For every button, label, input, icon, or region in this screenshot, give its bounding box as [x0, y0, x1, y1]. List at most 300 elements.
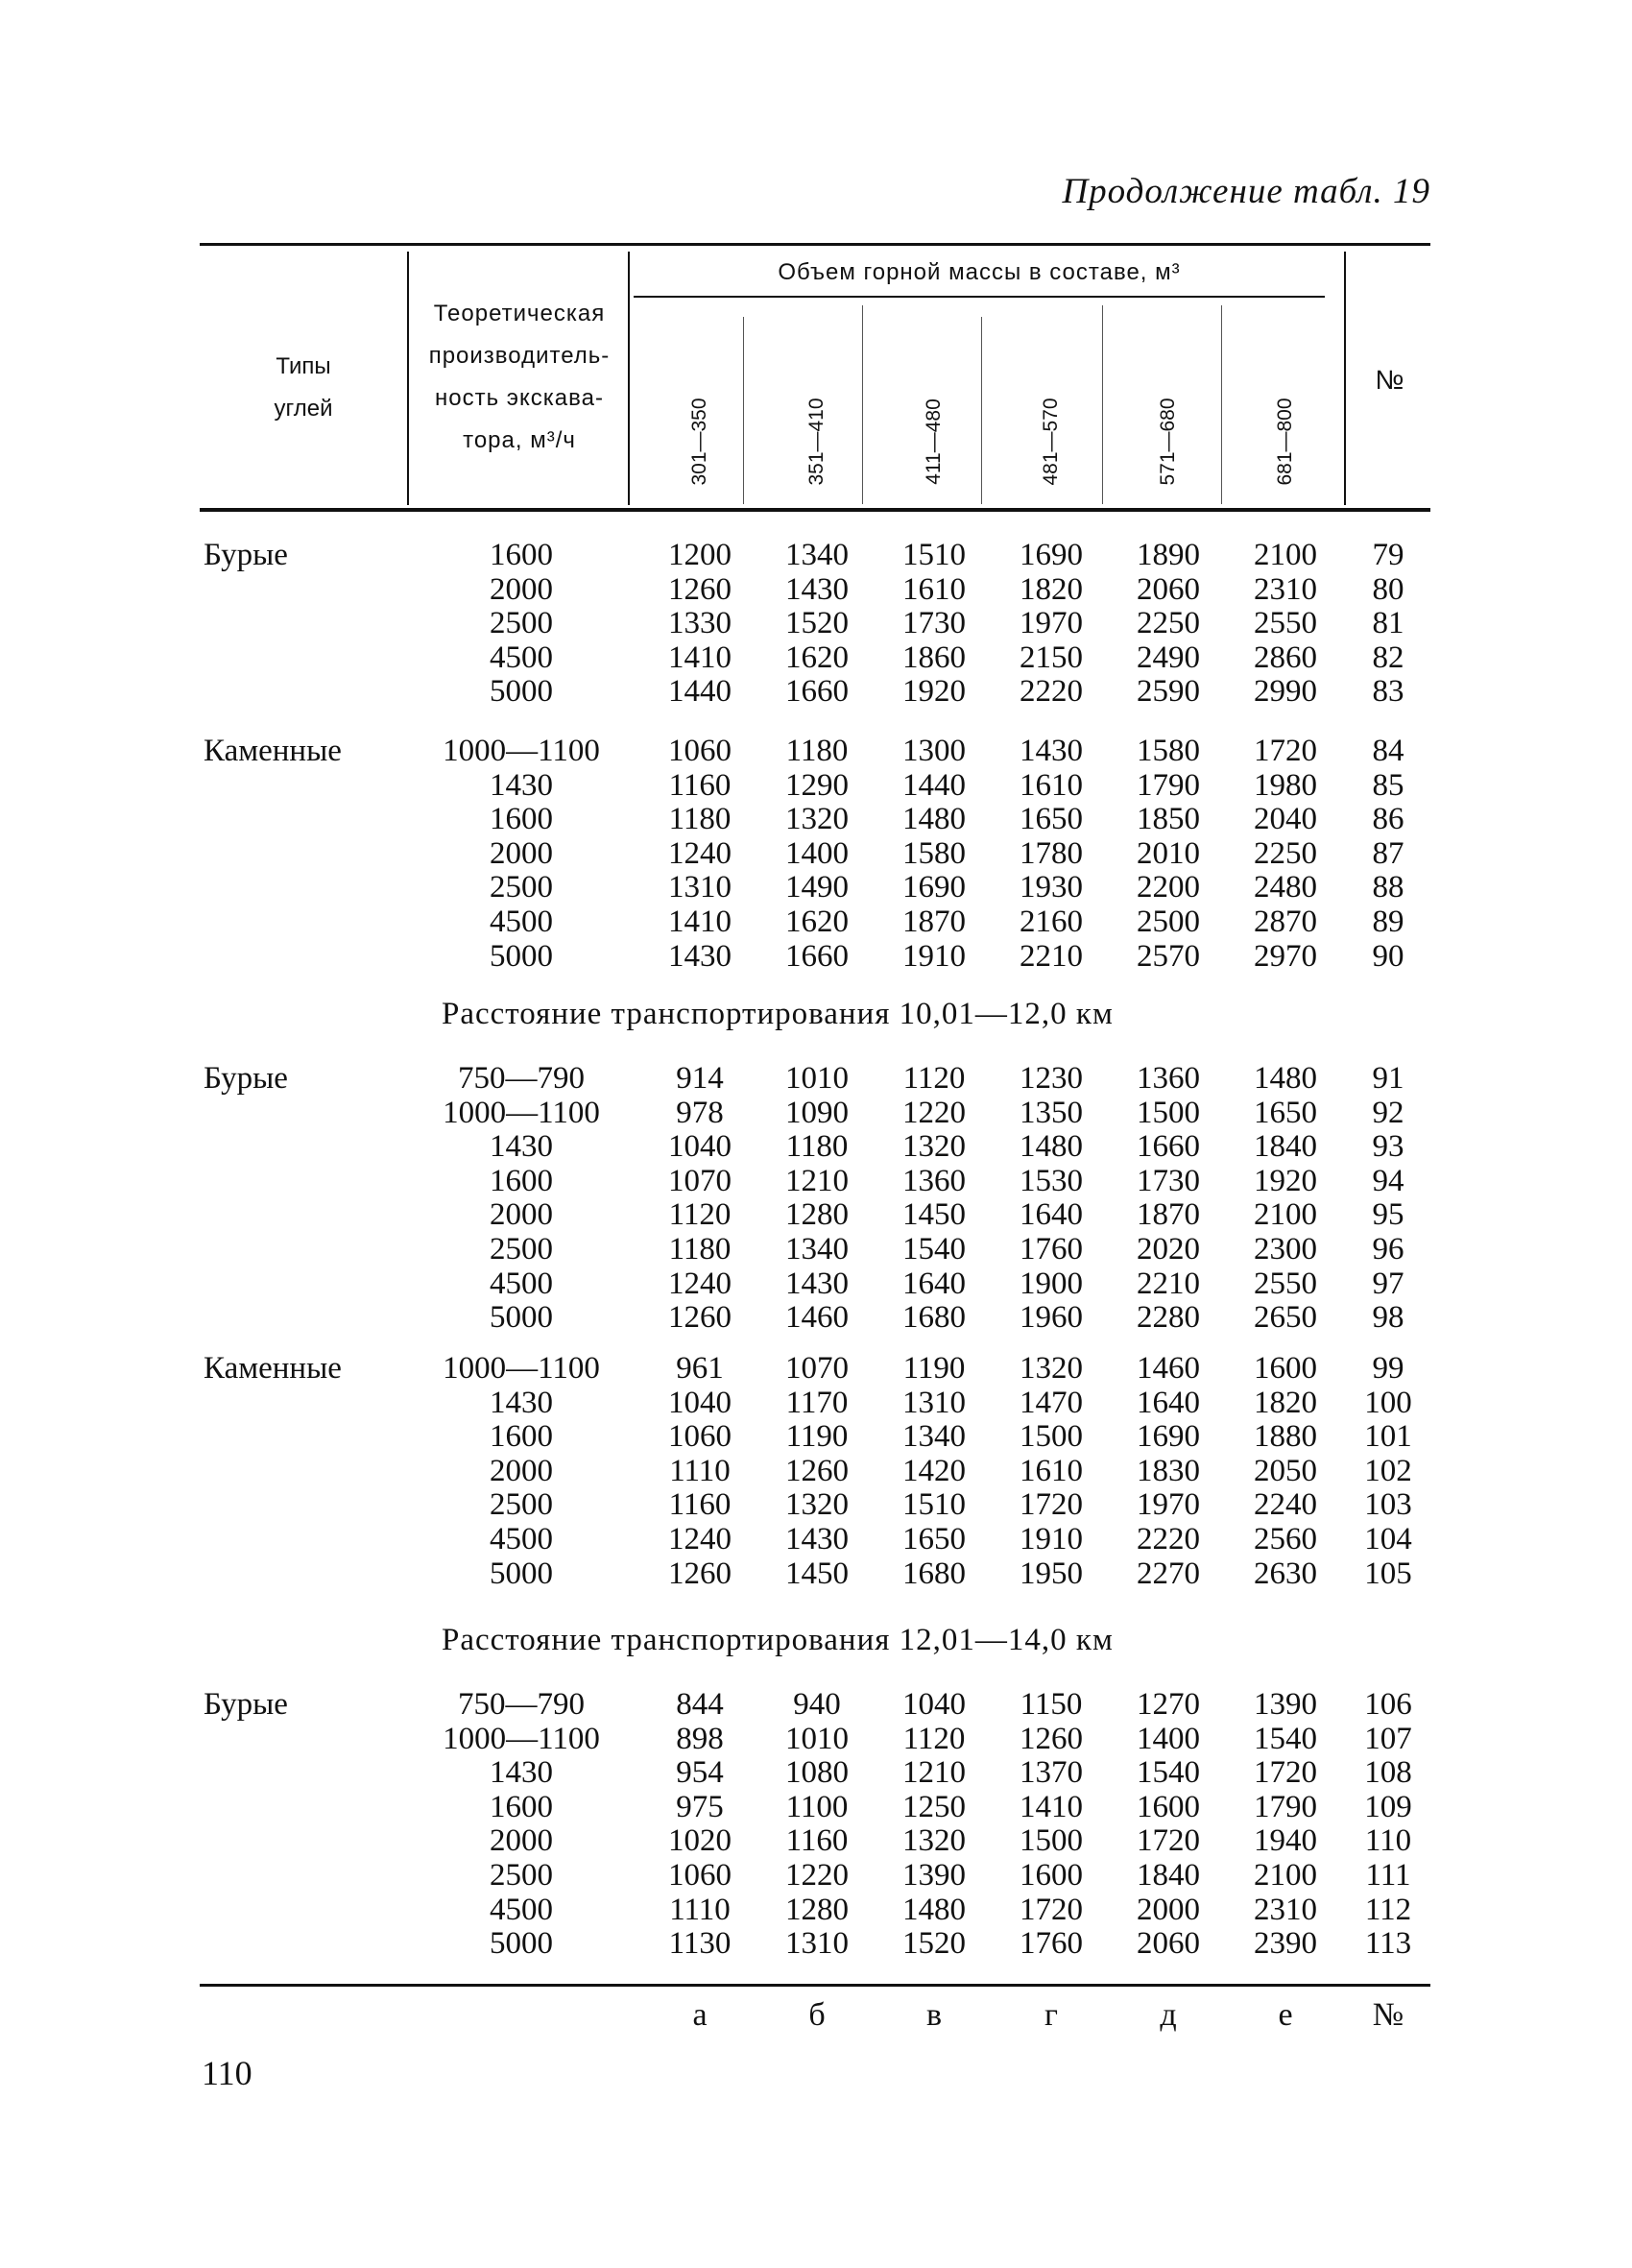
table-row [0, 939, 1632, 974]
volume-v-cell: 1540 [902, 1232, 966, 1267]
theoretical-capacity-cell: 4500 [490, 1892, 553, 1927]
theoretical-capacity-cell: 1000—1100 [443, 1721, 600, 1756]
row-number-cell: 81 [1372, 606, 1404, 641]
volume-e-cell: 1650 [1254, 1095, 1317, 1130]
volume-d-cell: 2490 [1137, 639, 1200, 675]
volume-d-cell: 2010 [1137, 835, 1200, 871]
header-volume-label: Объем горной массы в составе, м³ [778, 259, 1181, 285]
volume-v-cell: 1480 [902, 802, 966, 837]
volume-v-cell: 1300 [902, 734, 966, 768]
footer-letter: а [692, 1997, 708, 2033]
volume-e-cell: 1720 [1254, 1755, 1317, 1791]
volume-range-label: 481—570 [1040, 398, 1062, 486]
volume-b-cell: 1280 [785, 1892, 849, 1927]
row-number-cell: 89 [1372, 905, 1404, 939]
volume-d-cell: 2210 [1137, 1266, 1200, 1301]
row-number-cell: 97 [1372, 1266, 1404, 1301]
theoretical-capacity-cell: 1000—1100 [443, 1095, 600, 1130]
volume-d-cell: 1690 [1137, 1419, 1200, 1455]
volume-g-cell: 1760 [1020, 1926, 1083, 1962]
volume-g-cell: 1230 [1020, 1061, 1083, 1096]
volume-d-cell: 1400 [1137, 1721, 1200, 1756]
volume-g-cell: 2220 [1020, 674, 1083, 710]
volume-a-cell: 1120 [668, 1197, 732, 1233]
theoretical-capacity-cell: 1600 [490, 1163, 553, 1198]
table-row [0, 1722, 1632, 1756]
volume-d-cell: 1870 [1137, 1197, 1200, 1233]
row-number-cell: 109 [1364, 1789, 1412, 1824]
table-row [0, 1893, 1632, 1927]
theoretical-capacity-cell: 2000 [490, 1197, 553, 1233]
volume-d-cell: 1640 [1137, 1385, 1200, 1420]
volume-b-cell: 1340 [785, 1232, 849, 1267]
volume-d-cell: 2200 [1137, 870, 1200, 905]
row-number-cell: 80 [1372, 571, 1404, 607]
table-row [0, 1419, 1632, 1454]
volume-d-cell: 1850 [1137, 802, 1200, 837]
volume-v-cell: 1250 [902, 1789, 966, 1824]
volume-v-cell: 1690 [902, 870, 966, 905]
table-row [0, 674, 1632, 709]
volume-d-cell: 2590 [1137, 674, 1200, 710]
volume-e-cell: 2560 [1254, 1522, 1317, 1556]
volume-a-cell: 975 [676, 1789, 724, 1824]
coal-type-label: Бурые [204, 538, 288, 572]
volume-a-cell: 1110 [669, 1892, 731, 1927]
row-number-cell: 86 [1372, 802, 1404, 837]
volume-g-cell: 2210 [1020, 938, 1083, 974]
volume-b-cell: 1430 [785, 571, 849, 607]
volume-g-cell: 1960 [1020, 1300, 1083, 1336]
header-divider [862, 305, 863, 504]
volume-v-cell: 1310 [902, 1385, 966, 1420]
table-row [0, 1351, 1632, 1386]
volume-range-label: 301—350 [688, 398, 710, 486]
volume-a-cell: 1240 [668, 1266, 732, 1301]
volume-a-cell: 1430 [668, 938, 732, 974]
section-title: Расстояние транспортирования 10,01—12,0 км [442, 997, 1114, 1031]
header-divider [628, 252, 630, 505]
volume-d-cell: 1840 [1137, 1858, 1200, 1893]
header-divider [981, 317, 982, 504]
volume-d-cell: 1270 [1137, 1687, 1200, 1722]
volume-a-cell: 1020 [668, 1823, 732, 1859]
row-number-cell: 82 [1372, 639, 1404, 675]
volume-d-cell: 2280 [1137, 1300, 1200, 1336]
volume-b-cell: 940 [793, 1687, 841, 1722]
volume-b-cell: 1310 [785, 1926, 849, 1962]
volume-v-cell: 1450 [902, 1197, 966, 1233]
row-number-cell: 95 [1372, 1197, 1404, 1233]
page-number: 110 [202, 2054, 252, 2092]
volume-v-cell: 1870 [902, 905, 966, 939]
volume-g-cell: 1470 [1020, 1385, 1083, 1420]
theoretical-capacity-cell: 2500 [490, 606, 553, 641]
table-row [0, 836, 1632, 871]
volume-g-cell: 2150 [1020, 639, 1083, 675]
volume-a-cell: 1260 [668, 571, 732, 607]
volume-d-cell: 1790 [1137, 767, 1200, 803]
volume-b-cell: 1320 [785, 802, 849, 837]
volume-e-cell: 2550 [1254, 606, 1317, 641]
footer-letter: № [1372, 1997, 1404, 2033]
row-number-cell: 96 [1372, 1232, 1404, 1267]
volume-a-cell: 1130 [668, 1926, 732, 1962]
theoretical-capacity-cell: 1430 [490, 1129, 553, 1165]
volume-e-cell: 1880 [1254, 1419, 1317, 1455]
header-theoretical-label: Теоретическая производитель- ность экскава- тора, м³/ч [428, 301, 611, 453]
theoretical-capacity-cell: 4500 [490, 639, 553, 675]
volume-a-cell: 1260 [668, 1556, 732, 1591]
volume-g-cell: 1690 [1020, 538, 1083, 572]
row-number-cell: 83 [1372, 674, 1404, 710]
table-row [0, 1386, 1632, 1420]
volume-d-cell: 2000 [1137, 1892, 1200, 1927]
volume-d-cell: 2270 [1137, 1556, 1200, 1591]
row-number-cell: 91 [1372, 1061, 1404, 1096]
table-row [0, 1164, 1632, 1198]
volume-a-cell: 1240 [668, 1522, 732, 1556]
volume-e-cell: 2550 [1254, 1266, 1317, 1301]
volume-v-cell: 1210 [902, 1755, 966, 1791]
volume-a-cell: 1310 [668, 870, 732, 905]
volume-v-cell: 1860 [902, 639, 966, 675]
table-top-rule [200, 243, 1430, 246]
volume-g-cell: 1610 [1020, 1453, 1083, 1488]
theoretical-capacity-cell: 2000 [490, 1823, 553, 1859]
footer-letter: е [1278, 1997, 1293, 2033]
header-divider [407, 252, 409, 505]
table-row [0, 1232, 1632, 1267]
volume-v-cell: 1580 [902, 835, 966, 871]
volume-g-cell: 1720 [1020, 1487, 1083, 1523]
volume-g-cell: 2160 [1020, 905, 1083, 939]
volume-b-cell: 1400 [785, 835, 849, 871]
header-types-label: Типы углей [274, 353, 333, 422]
volume-v-cell: 1220 [902, 1095, 966, 1130]
footer-letter: б [808, 1997, 826, 2033]
volume-b-cell: 1090 [785, 1095, 849, 1130]
table-row [0, 1096, 1632, 1130]
volume-a-cell: 1070 [668, 1163, 732, 1198]
volume-d-cell: 2500 [1137, 905, 1200, 939]
volume-g-cell: 1350 [1020, 1095, 1083, 1130]
volume-e-cell: 1790 [1254, 1789, 1317, 1824]
volume-a-cell: 1330 [668, 606, 732, 641]
volume-v-cell: 1120 [902, 1061, 966, 1096]
volume-v-cell: 1510 [902, 538, 966, 572]
volume-g-cell: 1260 [1020, 1721, 1083, 1756]
volume-a-cell: 1180 [668, 802, 732, 837]
row-number-cell: 105 [1364, 1556, 1412, 1591]
volume-a-cell: 1060 [668, 1858, 732, 1893]
volume-d-cell: 1540 [1137, 1755, 1200, 1791]
theoretical-capacity-cell: 5000 [490, 1556, 553, 1591]
volume-e-cell: 2870 [1254, 905, 1317, 939]
theoretical-capacity-cell: 750—790 [458, 1687, 585, 1722]
table-row [0, 640, 1632, 675]
theoretical-capacity-cell: 1600 [490, 802, 553, 837]
volume-b-cell: 1430 [785, 1266, 849, 1301]
volume-v-cell: 1680 [902, 1556, 966, 1591]
volume-v-cell: 1420 [902, 1453, 966, 1488]
volume-e-cell: 2100 [1254, 1197, 1317, 1233]
volume-d-cell: 1720 [1137, 1823, 1200, 1859]
row-number-cell: 84 [1372, 734, 1404, 768]
table-row [0, 768, 1632, 803]
volume-b-cell: 1340 [785, 538, 849, 572]
row-number-cell: 107 [1364, 1721, 1412, 1756]
volume-g-cell: 1610 [1020, 767, 1083, 803]
theoretical-capacity-cell: 2500 [490, 1858, 553, 1893]
volume-b-cell: 1320 [785, 1487, 849, 1523]
volume-e-cell: 2390 [1254, 1926, 1317, 1962]
volume-b-cell: 1160 [785, 1823, 849, 1859]
volume-e-cell: 2040 [1254, 802, 1317, 837]
volume-d-cell: 1830 [1137, 1453, 1200, 1488]
volume-e-cell: 2100 [1254, 1858, 1317, 1893]
volume-g-cell: 1950 [1020, 1556, 1083, 1591]
row-number-cell: 87 [1372, 835, 1404, 871]
table-row [0, 802, 1632, 836]
row-number-cell: 90 [1372, 938, 1404, 974]
volume-v-cell: 1610 [902, 571, 966, 607]
table-row [0, 1522, 1632, 1556]
row-number-cell: 99 [1372, 1351, 1404, 1386]
volume-e-cell: 2970 [1254, 938, 1317, 974]
theoretical-capacity-cell: 2500 [490, 870, 553, 905]
volume-d-cell: 2220 [1137, 1522, 1200, 1556]
volume-g-cell: 1480 [1020, 1129, 1083, 1165]
volume-a-cell: 898 [676, 1721, 724, 1756]
table-row [0, 572, 1632, 607]
row-number-cell: 103 [1364, 1487, 1412, 1523]
volume-v-cell: 1320 [902, 1129, 966, 1165]
volume-g-cell: 1430 [1020, 734, 1083, 768]
volume-b-cell: 1010 [785, 1721, 849, 1756]
row-number-cell: 100 [1364, 1385, 1412, 1420]
theoretical-capacity-cell: 2500 [490, 1232, 553, 1267]
theoretical-capacity-cell: 2500 [490, 1487, 553, 1523]
table-row [0, 1129, 1632, 1164]
table-row [0, 1687, 1632, 1722]
volume-v-cell: 1190 [902, 1351, 966, 1386]
theoretical-capacity-cell: 4500 [490, 1522, 553, 1556]
volume-a-cell: 954 [676, 1755, 724, 1791]
volume-d-cell: 2020 [1137, 1232, 1200, 1267]
volume-e-cell: 2630 [1254, 1556, 1317, 1591]
volume-a-cell: 1200 [668, 538, 732, 572]
volume-b-cell: 1170 [785, 1385, 849, 1420]
volume-g-cell: 1780 [1020, 835, 1083, 871]
row-number-cell: 92 [1372, 1095, 1404, 1130]
volume-g-cell: 1650 [1020, 802, 1083, 837]
volume-g-cell: 1970 [1020, 606, 1083, 641]
theoretical-capacity-cell: 2000 [490, 1453, 553, 1488]
volume-e-cell: 1840 [1254, 1129, 1317, 1165]
volume-b-cell: 1180 [785, 1129, 849, 1165]
volume-d-cell: 1360 [1137, 1061, 1200, 1096]
volume-b-cell: 1010 [785, 1061, 849, 1096]
header-number-label: № [1375, 365, 1404, 395]
theoretical-capacity-cell: 1430 [490, 1755, 553, 1791]
volume-v-cell: 1920 [902, 674, 966, 710]
row-number-cell: 79 [1372, 538, 1404, 572]
volume-a-cell: 1410 [668, 639, 732, 675]
volume-d-cell: 1970 [1137, 1487, 1200, 1523]
volume-a-cell: 1180 [668, 1232, 732, 1267]
volume-b-cell: 1080 [785, 1755, 849, 1791]
volume-e-cell: 1390 [1254, 1687, 1317, 1722]
volume-b-cell: 1490 [785, 870, 849, 905]
volume-d-cell: 2060 [1137, 571, 1200, 607]
volume-v-cell: 1730 [902, 606, 966, 641]
volume-range-label: 681—800 [1274, 398, 1296, 486]
volume-range-label: 351—410 [805, 398, 828, 486]
row-number-cell: 111 [1365, 1858, 1411, 1893]
volume-e-cell: 2860 [1254, 639, 1317, 675]
row-number-cell: 85 [1372, 767, 1404, 803]
volume-d-cell: 2060 [1137, 1926, 1200, 1962]
table-row [0, 1454, 1632, 1488]
table-row [0, 1858, 1632, 1893]
volume-v-cell: 1120 [902, 1721, 966, 1756]
footer-letter: в [925, 1997, 943, 2033]
row-number-cell: 106 [1364, 1687, 1412, 1722]
volume-range-label: 411—480 [923, 398, 945, 485]
coal-type-label: Бурые [204, 1061, 288, 1096]
volume-range-label: 571—680 [1157, 398, 1179, 486]
volume-a-cell: 914 [676, 1061, 724, 1096]
volume-g-cell: 1930 [1020, 870, 1083, 905]
volume-v-cell: 1390 [902, 1858, 966, 1893]
volume-b-cell: 1100 [785, 1789, 849, 1824]
volume-g-cell: 1370 [1020, 1755, 1083, 1791]
theoretical-capacity-cell: 4500 [490, 905, 553, 939]
theoretical-capacity-cell: 1430 [490, 767, 553, 803]
volume-b-cell: 1220 [785, 1858, 849, 1893]
volume-v-cell: 1440 [902, 767, 966, 803]
volume-b-cell: 1210 [785, 1163, 849, 1198]
row-number-cell: 94 [1372, 1163, 1404, 1198]
table-row [0, 1790, 1632, 1824]
volume-d-cell: 1580 [1137, 734, 1200, 768]
row-number-cell: 110 [1364, 1823, 1412, 1859]
volume-g-cell: 1500 [1020, 1419, 1083, 1455]
volume-b-cell: 1430 [785, 1522, 849, 1556]
volume-v-cell: 1910 [902, 938, 966, 974]
volume-a-cell: 1060 [668, 734, 732, 768]
volume-e-cell: 1480 [1254, 1061, 1317, 1096]
table-row [0, 1487, 1632, 1522]
volume-g-cell: 1760 [1020, 1232, 1083, 1267]
section-title: Расстояние транспортирования 12,01—14,0 км [442, 1623, 1114, 1657]
theoretical-capacity-cell: 1600 [490, 1789, 553, 1824]
theoretical-capacity-cell: 5000 [490, 938, 553, 974]
table-row [0, 1061, 1632, 1096]
row-number-cell: 108 [1364, 1755, 1412, 1791]
volume-a-cell: 1160 [668, 1487, 732, 1523]
table-row [0, 1556, 1632, 1591]
volume-e-cell: 1940 [1254, 1823, 1317, 1859]
row-number-cell: 113 [1364, 1926, 1412, 1962]
volume-d-cell: 1600 [1137, 1789, 1200, 1824]
row-number-cell: 102 [1364, 1453, 1412, 1488]
volume-b-cell: 1620 [785, 639, 849, 675]
volume-v-cell: 1040 [902, 1687, 966, 1722]
volume-a-cell: 1440 [668, 674, 732, 710]
table-row [0, 1755, 1632, 1790]
volume-a-cell: 1110 [669, 1453, 731, 1488]
volume-e-cell: 2310 [1254, 1892, 1317, 1927]
row-number-cell: 98 [1372, 1300, 1404, 1336]
theoretical-capacity-cell: 5000 [490, 1926, 553, 1962]
volume-d-cell: 1660 [1137, 1129, 1200, 1165]
volume-e-cell: 2310 [1254, 571, 1317, 607]
table-row [0, 606, 1632, 640]
volume-a-cell: 961 [676, 1351, 724, 1386]
volume-b-cell: 1660 [785, 938, 849, 974]
header-divider [1102, 305, 1103, 504]
theoretical-capacity-cell: 1000—1100 [443, 1351, 600, 1386]
volume-e-cell: 1820 [1254, 1385, 1317, 1420]
volume-a-cell: 1160 [668, 767, 732, 803]
row-number-cell: 93 [1372, 1129, 1404, 1165]
volume-e-cell: 2100 [1254, 538, 1317, 572]
volume-v-cell: 1510 [902, 1487, 966, 1523]
volume-b-cell: 1280 [785, 1197, 849, 1233]
volume-a-cell: 844 [676, 1687, 724, 1722]
volume-e-cell: 2300 [1254, 1232, 1317, 1267]
theoretical-capacity-cell: 2000 [490, 835, 553, 871]
volume-g-cell: 1150 [1020, 1687, 1083, 1722]
table-row [0, 1267, 1632, 1301]
header-divider [1221, 305, 1222, 504]
volume-e-cell: 1600 [1254, 1351, 1317, 1386]
volume-e-cell: 2250 [1254, 835, 1317, 871]
theoretical-capacity-cell: 1600 [490, 1419, 553, 1455]
theoretical-capacity-cell: 5000 [490, 1300, 553, 1336]
volume-underline [634, 296, 1325, 298]
footer-letter: д [1160, 1997, 1177, 2033]
volume-d-cell: 2250 [1137, 606, 1200, 641]
table-row [0, 905, 1632, 939]
volume-g-cell: 1320 [1020, 1351, 1083, 1386]
volume-e-cell: 1980 [1254, 767, 1317, 803]
volume-b-cell: 1070 [785, 1351, 849, 1386]
volume-d-cell: 1460 [1137, 1351, 1200, 1386]
volume-v-cell: 1650 [902, 1522, 966, 1556]
theoretical-capacity-cell: 750—790 [458, 1061, 585, 1096]
volume-d-cell: 1500 [1137, 1095, 1200, 1130]
volume-e-cell: 1920 [1254, 1163, 1317, 1198]
volume-b-cell: 1180 [785, 734, 849, 768]
table-row [0, 538, 1632, 572]
table-row [0, 734, 1632, 768]
volume-b-cell: 1450 [785, 1556, 849, 1591]
volume-a-cell: 1040 [668, 1385, 732, 1420]
volume-g-cell: 1410 [1020, 1789, 1083, 1824]
volume-e-cell: 2480 [1254, 870, 1317, 905]
row-number-cell: 88 [1372, 870, 1404, 905]
table-row [0, 1926, 1632, 1961]
volume-g-cell: 1500 [1020, 1823, 1083, 1859]
volume-d-cell: 1730 [1137, 1163, 1200, 1198]
volume-b-cell: 1520 [785, 606, 849, 641]
table-header-rule [200, 508, 1430, 512]
volume-v-cell: 1340 [902, 1419, 966, 1455]
header-divider [743, 317, 744, 504]
